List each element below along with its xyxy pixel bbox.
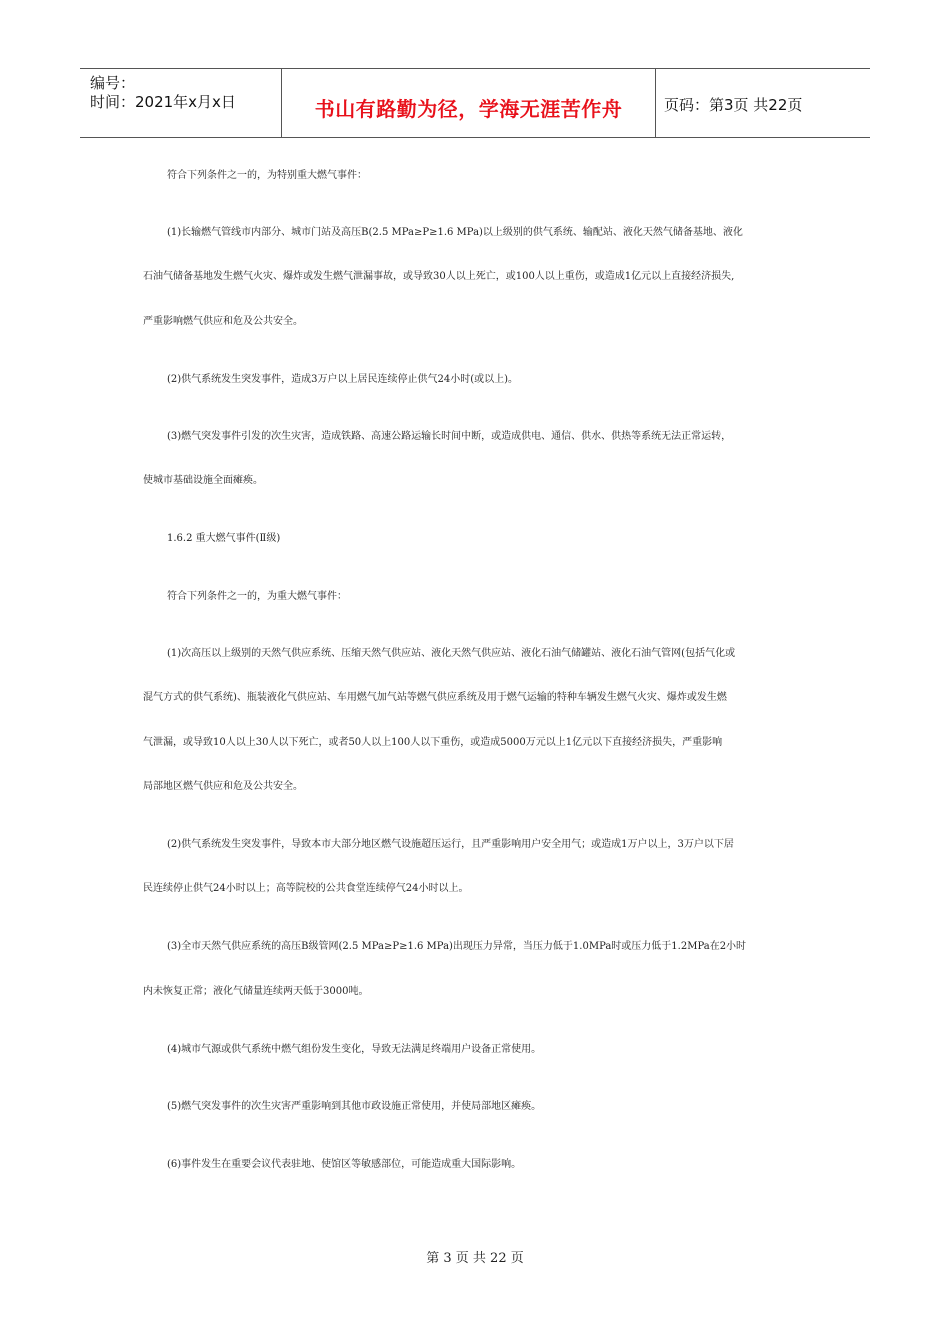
header-motto: 书山有路勤为径，学海无涯苦作舟 [314,97,623,121]
paragraph-line: 石油气储备基地发生燃气火灾、爆炸或发生燃气泄漏事故，或导致30人以上死亡，或100人以上重伤，或造成1亿元以上直接经济损失, [143,271,735,282]
paragraph-intro-special: 符合下列条件之一的，为特别重大燃气事件： [167,170,367,181]
paragraph-line: (3)燃气突发事件引发的次生灾害，造成铁路、高速公路运输长时间中断，或造成供电、通信、供水、供热等系统无法正常运转， [167,431,732,442]
paragraph-line: 气泄漏，或导致10人以上30人以下死亡，或者50人以上100人以下重伤，或造成5000万元以上1亿元以下直接经济损失，严重影响 [143,737,723,748]
paragraph-line: 混气方式的供气系统)、瓶装液化气供应站、车用燃气加气站等燃气供应系统及用于燃气运输的特种车辆发生燃气火灾、爆炸或发生燃 [143,692,727,703]
header-page-info: 页码：第3页 共22页 [664,96,803,114]
section-heading: 1.6.2 重大燃气事件(Ⅱ级) [167,533,281,544]
paragraph-intro-major: 符合下列条件之一的，为重大燃气事件： [167,591,347,602]
document-date-label: 时间：2021年x月x日 [90,93,236,111]
paragraph-line: 严重影响燃气供应和危及公共安全。 [143,316,303,327]
paragraph-line: (6)事件发生在重要会议代表驻地、使馆区等敏感部位，可能造成重大国际影响。 [167,1159,522,1170]
paragraph-line: 使城市基础设施全面瘫痪。 [143,475,263,486]
paragraph-line: (2)供气系统发生突发事件，导致本市大部分地区燃气设施超压运行，且严重影响用户安全用气；或造成1万户以上，3万户以下居 [167,839,734,850]
paragraph-line: (3)全市天然气供应系统的高压B级管网(2.5 MPa≥P≥1.6 MPa)出现压力异常，当压力低于1.0MPa时或压力低于1.2MPa在2小时 [167,941,747,952]
paragraph-line: 内未恢复正常；液化气储量连续两天低于3000吨。 [143,986,369,997]
paragraph-line: (1)次高压以上级别的天然气供应系统、压缩天然气供应站、液化天然气供应站、液化石油气储罐站、液化石油气管网(包括气化或 [167,648,736,659]
document-number-label: 编号： [90,74,136,92]
paragraph-line: (5)燃气突发事件的次生灾害严重影响到其他市政设施正常使用，并使局部地区瘫痪。 [167,1101,542,1112]
paragraph-line: (2)供气系统发生突发事件，造成3万户以上居民连续停止供气24小时(或以上)。 [167,374,519,385]
paragraph-line: (1)长输燃气管线市内部分、城市门站及高压B(2.5 MPa≥P≥1.6 MPa)以上级别的供气系统、输配站、液化天然气储备基地、液化 [167,227,743,238]
page-footer: 第 3 页 共 22 页 [426,1251,524,1266]
paragraph-line: 民连续停止供气24小时以上；高等院校的公共食堂连续停气24小时以上。 [143,883,469,894]
paragraph-line: 局部地区燃气供应和危及公共安全。 [143,781,303,792]
paragraph-line: (4)城市气源或供气系统中燃气组份发生变化，导致无法满足终端用户设备正常使用。 [167,1044,542,1055]
